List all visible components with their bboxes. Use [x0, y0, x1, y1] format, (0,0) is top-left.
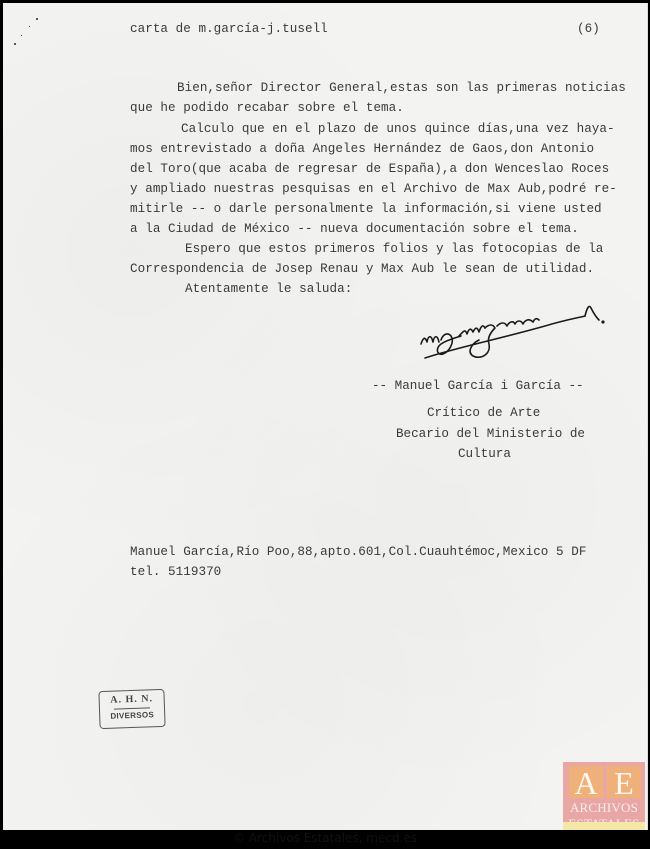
copyright-footer: [0, 831, 650, 849]
copyright-text: © Archivos Estatales, mecd.es: [232, 831, 418, 845]
body-line: Calculo que en el plazo de unos quince días,una vez haya-: [181, 122, 615, 136]
address-line: Manuel García,Río Poo,88,apto.601,Col.Cuauhtémoc,Mexico 5 DF: [130, 545, 587, 559]
body-line: Bien,señor Director General,estas son las primeras noticias: [177, 81, 626, 95]
body-line: a la Ciudad de México -- nueva documentación sobre el tema.: [130, 222, 579, 236]
stamp-subtitle: DIVERSOS: [110, 710, 155, 721]
signatory-name: -- Manuel García i García --: [372, 379, 584, 393]
body-line: Atentamente le saluda:: [185, 282, 353, 296]
handwritten-signature: [415, 298, 605, 368]
body-line: mos entrevistado a doña Angeles Hernández de Gaos,don Antonio: [130, 142, 595, 156]
body-line: y ampliado nuestras pesquisas en el Archivo de Max Aub,podré re-: [130, 182, 617, 196]
archivos-estatales-logo: [563, 762, 645, 830]
document-header-title: carta de m.garcía-j.tusell: [130, 22, 328, 36]
archive-stamp: [98, 689, 165, 729]
ink-mark: [36, 18, 38, 20]
body-line: del Toro(que acaba de regresar de España),a don Wenceslao Roces: [130, 162, 610, 176]
phone-line: tel. 5119370: [130, 565, 222, 579]
body-line: Correspondencia de Josep Renau y Max Aub le sean de utilidad.: [130, 262, 595, 276]
body-line: mitirle -- o darle personalmente la información,si viene usted: [130, 202, 602, 216]
signatory-affiliation: Becario del Ministerio de: [396, 427, 585, 441]
body-line: Espero que estos primeros folios y las fotocopias de la: [185, 242, 604, 256]
logo-ministry-strip: [563, 822, 645, 830]
signatory-affiliation-cont: Cultura: [458, 447, 511, 461]
ink-mark: [21, 35, 22, 36]
ink-mark: [29, 26, 30, 27]
logo-letter-e: E: [607, 766, 641, 798]
ink-mark: [14, 43, 16, 45]
signatory-title: Crítico de Arte: [427, 406, 541, 420]
document-page: [3, 3, 648, 830]
logo-letter-a: A: [569, 766, 603, 798]
page-number: (6): [577, 22, 600, 36]
body-line: que he podido recabar sobre el tema.: [130, 101, 404, 115]
stamp-title: A. H. N.: [110, 693, 154, 706]
logo-text-line1: ARCHIVOS: [569, 800, 639, 815]
